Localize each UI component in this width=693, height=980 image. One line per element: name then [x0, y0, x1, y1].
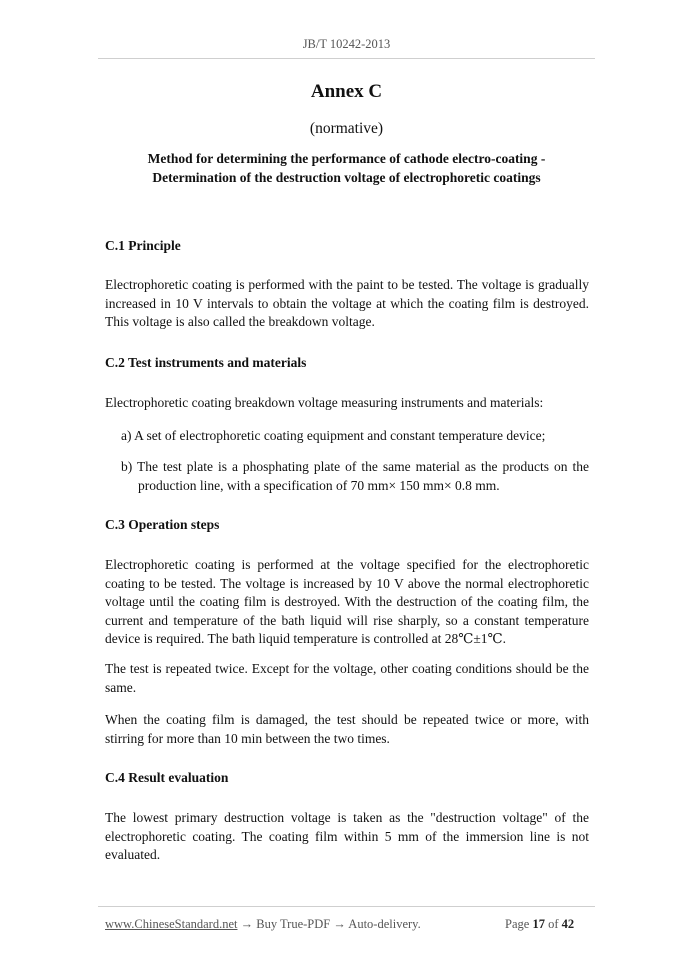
footer-divider [98, 906, 595, 907]
section-c3-heading: C.3 Operation steps [105, 517, 220, 532]
footer-promo-text: → Buy True-PDF → Auto-delivery. [237, 917, 421, 931]
footer-promo [105, 917, 421, 932]
annex-title: Annex C [310, 81, 383, 102]
page-of-label: of [548, 917, 559, 931]
footer-page-counter [505, 917, 574, 932]
section-c2-paragraph: Electrophoretic coating breakdown voltage measuring instruments and materials: [105, 395, 544, 410]
annex-subtitle: (normative) [309, 120, 384, 137]
section-c3-paragraph-3: When the coating film is damaged, the test should be repeated twice or more, with stirring for more than 10 min between the two times. [105, 712, 589, 746]
method-title [0, 149, 693, 187]
footer-site-link[interactable]: www.ChineseStandard.net [105, 917, 238, 931]
section-c1-paragraph: Electrophoretic coating is performed with the paint to be tested. The voltage is gradually increased in 10 V intervals to obtain the voltage at which the coating film is destroyed. This voltage is also called the breakdown voltage. [105, 277, 589, 329]
page-total: 42 [561, 917, 575, 931]
method-title-line-1: Method for determining the performance of cathode electro-coating - [147, 151, 546, 166]
section-c3-paragraph-1: Electrophoretic coating is performed at the voltage specified for the electrophoretic coating to be tested. The voltage is increased by 10 V above the normal electrophoretic voltage until the coating film is destroyed. With the destruction of the coating film, the current and temperature of the bath liquid will rise sharply, so a constant temperature device is required. The bath liquid temperature is controlled at 28℃±1℃. [105, 557, 589, 646]
section-c2-heading: C.2 Test instruments and materials [105, 355, 307, 370]
section-c3-paragraph-2: The test is repeated twice. Except for the voltage, other coating conditions should be the same. [105, 661, 589, 695]
section-c2-item-b: b) The test plate is a phosphating plate of the same material as the products on the production line, with a specification of 70 mm× 150 mm× 0.8 mm. [121, 459, 589, 493]
page-number: 17 [532, 917, 545, 931]
method-title-line-2: Determination of the destruction voltage of electrophoretic coatings [152, 170, 541, 185]
header-divider [98, 58, 595, 59]
section-c1-heading: C.1 Principle [105, 238, 181, 253]
page-label: Page [505, 917, 530, 931]
header-standard-code: JB/T 10242-2013 [302, 37, 391, 51]
section-c4-heading: C.4 Result evaluation [105, 770, 229, 785]
section-c4-paragraph: The lowest primary destruction voltage is taken as the "destruction voltage" of the electrophoretic coating. The coating film within 5 mm of the immersion line is not evaluated. [105, 810, 589, 862]
section-c2-item-a: a) A set of electrophoretic coating equipment and constant temperature device; [121, 428, 546, 443]
